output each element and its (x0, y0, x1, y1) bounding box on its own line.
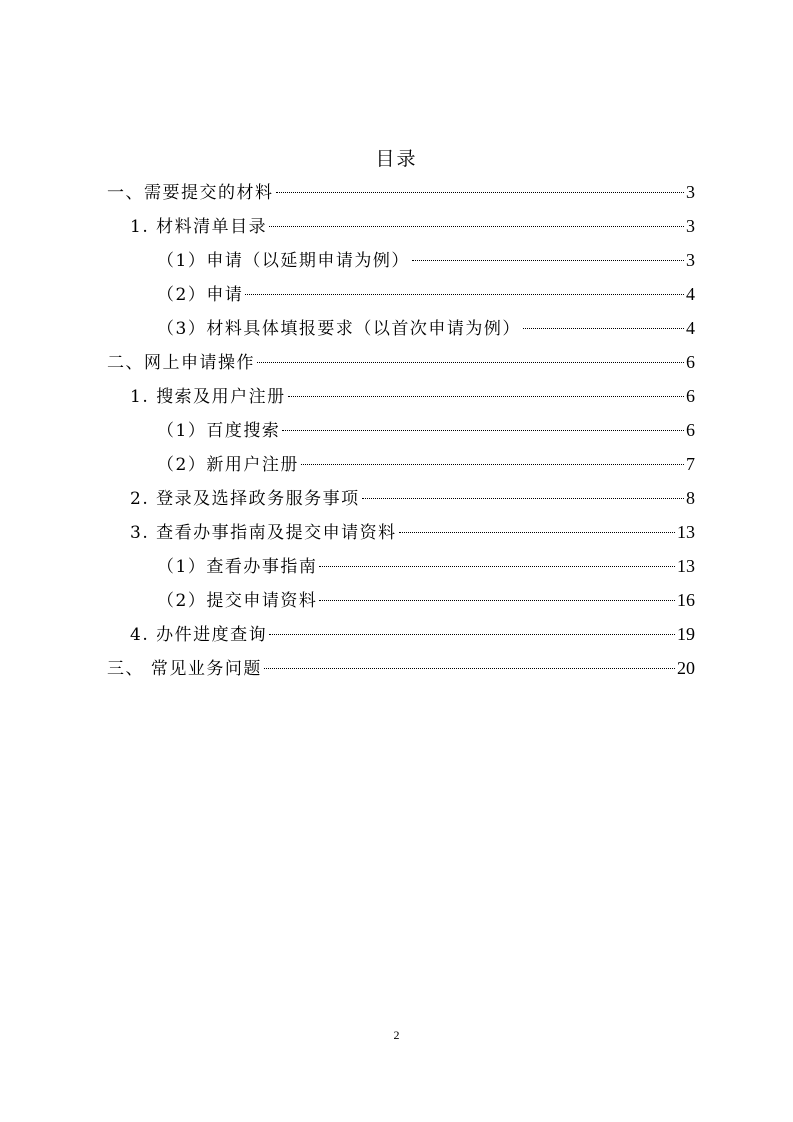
toc-entry[interactable] (130, 382, 695, 410)
dot-leader (269, 634, 675, 635)
toc-entry-label: （1）百度搜索 (157, 421, 281, 441)
toc-entry-page: 13 (677, 522, 695, 542)
dot-leader (257, 362, 684, 363)
toc-entry-page: 6 (686, 352, 695, 372)
toc-entry-page: 6 (686, 386, 695, 406)
toc-entry-label: （1）申请（以延期申请为例） (157, 251, 410, 271)
toc-entry-page: 3 (686, 182, 695, 202)
toc-entry[interactable] (107, 348, 695, 376)
toc-entry[interactable] (157, 246, 695, 274)
toc-entry-page: 6 (686, 420, 695, 440)
toc-entry-label: 4. 办件进度查询 (130, 625, 268, 645)
toc-entry[interactable] (157, 314, 695, 342)
toc-entry-label: 二、网上申请操作 (107, 353, 255, 373)
dot-leader (282, 430, 684, 431)
dot-leader (319, 600, 675, 601)
toc-entry-label: 1. 材料清单目录 (130, 217, 268, 237)
toc-entry-label: （1）查看办事指南 (157, 557, 318, 577)
toc-entry-page: 4 (686, 284, 695, 304)
toc-entry[interactable] (157, 416, 695, 444)
toc-entry-page: 7 (686, 454, 695, 474)
dot-leader (301, 464, 684, 465)
toc-entry-page: 13 (677, 556, 695, 576)
toc-entry[interactable] (157, 586, 695, 614)
dot-leader (412, 260, 684, 261)
dot-leader (399, 532, 675, 533)
toc-entry[interactable] (130, 484, 695, 512)
dot-leader (245, 294, 684, 295)
toc-entry[interactable] (107, 178, 695, 206)
footer-page-number: 2 (393, 1028, 400, 1042)
dot-leader (362, 498, 684, 499)
toc-entry-label: 3. 查看办事指南及提交申请资料 (130, 523, 397, 543)
toc-entry-label: （2）新用户注册 (157, 455, 299, 475)
toc-entry-label: 一、需要提交的材料 (107, 183, 274, 203)
toc-entry-page: 20 (677, 658, 695, 678)
toc-entry[interactable] (157, 280, 695, 308)
dot-leader (269, 226, 684, 227)
toc-entry-label: 三、 常见业务问题 (107, 659, 262, 679)
toc-entry-label: （2）申请 (157, 285, 244, 305)
toc-entry-page: 16 (677, 590, 695, 610)
dot-leader (523, 328, 684, 329)
toc-entry-label: 1. 搜索及用户注册 (130, 387, 286, 407)
toc-entry[interactable] (130, 212, 695, 240)
toc-entry-page: 3 (686, 250, 695, 270)
dot-leader (276, 192, 685, 193)
dot-leader (319, 566, 675, 567)
toc-entry[interactable] (157, 450, 695, 478)
toc-entry-page: 4 (686, 318, 695, 338)
toc-entry[interactable] (107, 654, 695, 682)
toc-entry[interactable] (130, 518, 695, 546)
toc-entry[interactable] (157, 552, 695, 580)
toc-title: 目录 (375, 148, 418, 170)
dot-leader (264, 668, 675, 669)
toc-entry-label: 2. 登录及选择政务服务事项 (130, 489, 360, 509)
toc-entry-label: （2）提交申请资料 (157, 591, 318, 611)
dot-leader (288, 396, 684, 397)
toc-entry-page: 19 (677, 624, 695, 644)
toc-entry-page: 8 (686, 488, 695, 508)
toc-entry-label: （3）材料具体填报要求（以首次申请为例） (157, 319, 521, 339)
toc-entry-page: 3 (686, 216, 695, 236)
toc-entry[interactable] (130, 620, 695, 648)
